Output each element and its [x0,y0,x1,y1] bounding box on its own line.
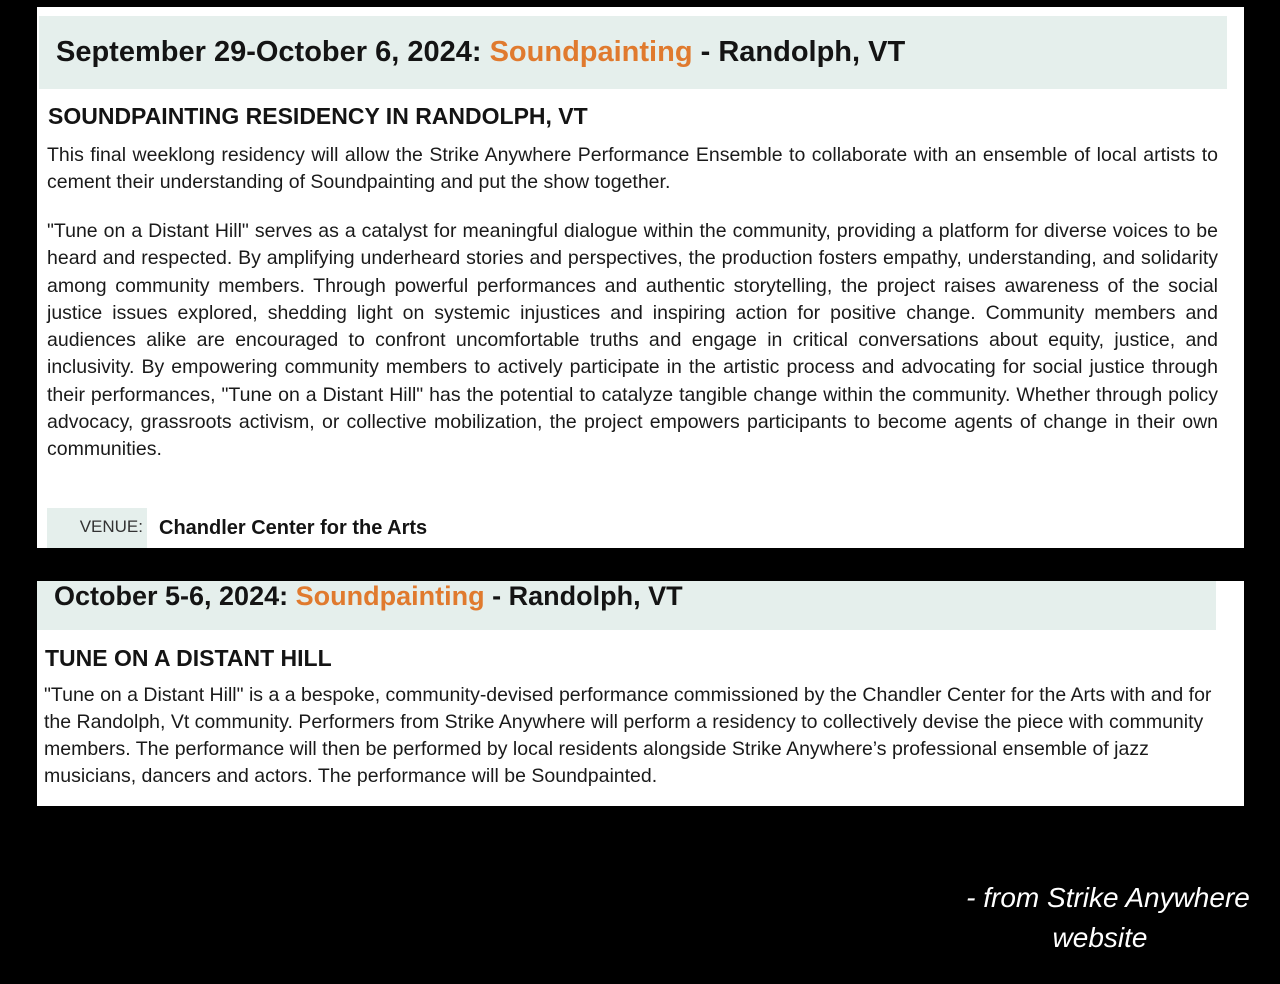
caption-line: website [1052,922,1148,953]
venue-name: Chandler Center for the Arts [159,517,428,539]
event-location: - Randolph, VT [492,581,683,611]
event-card-performance [37,581,1244,806]
event-header [37,581,1216,630]
event-description-paragraph: "Tune on a Distant Hill" is a a bespoke, community-devised performance commissioned by the Chandler Center for the Arts with and for the Randolph, Vt community. Performers from Strike Anywhere will perform a residency to collectively devise the piece with community members. The performance will then be performed by local residents alongside Strike Anywhere’s professional ensemble of jazz musicians, dancers and actors. The performance will be Soundpainted. [44,684,1212,787]
event-program-link[interactable]: Soundpainting [489,36,693,68]
event-card-residency [37,7,1244,548]
event-location: - Randolph, VT [700,36,906,68]
event-date: October 5-6, 2024: [54,581,289,611]
caption-line: - from Strike Anywhere [966,882,1250,913]
event-description-paragraph: This final weeklong residency will allow the Strike Anywhere Performance Ensemble to collaborate with an ensemble of local artists to cement their understanding of Soundpainting and put the show together. [47,144,1218,194]
venue-label: VENUE: [47,508,147,548]
event-date: September 29-October 6, 2024: [56,36,482,68]
event-program-link[interactable]: Soundpainting [295,581,485,611]
source-caption [920,878,1280,958]
event-description-paragraph: "Tune on a Distant Hill" serves as a catalyst for meaningful dialogue within the community, providing a platform for diverse voices to be heard and respected. By amplifying underheard stories and perspectives, the production fosters empathy, understanding, and solidarity among community members. Through powerful performances and authentic storytelling, the project raises awareness of the social justice issues explored, shedding light on systemic injustices and inspiring action for positive change. Community members and audiences alike are encouraged to confront uncomfortable truths and engage in critical conversations about equity, justice, and inclusivity. By empowering community members to actively participate in the artistic process and advocating for social justice through their performances, "Tune on a Distant Hill" has the potential to catalyze tangible change within the community. Whether through policy advocacy, grassroots activism, or collective mobilization, the project empowers participants to become agents of change in their own communities. [47,220,1218,461]
event-title: TUNE ON A DISTANT HILL [45,645,332,671]
event-title: SOUNDPAINTING RESIDENCY IN RANDOLPH, VT [48,103,588,129]
event-header [39,16,1227,89]
